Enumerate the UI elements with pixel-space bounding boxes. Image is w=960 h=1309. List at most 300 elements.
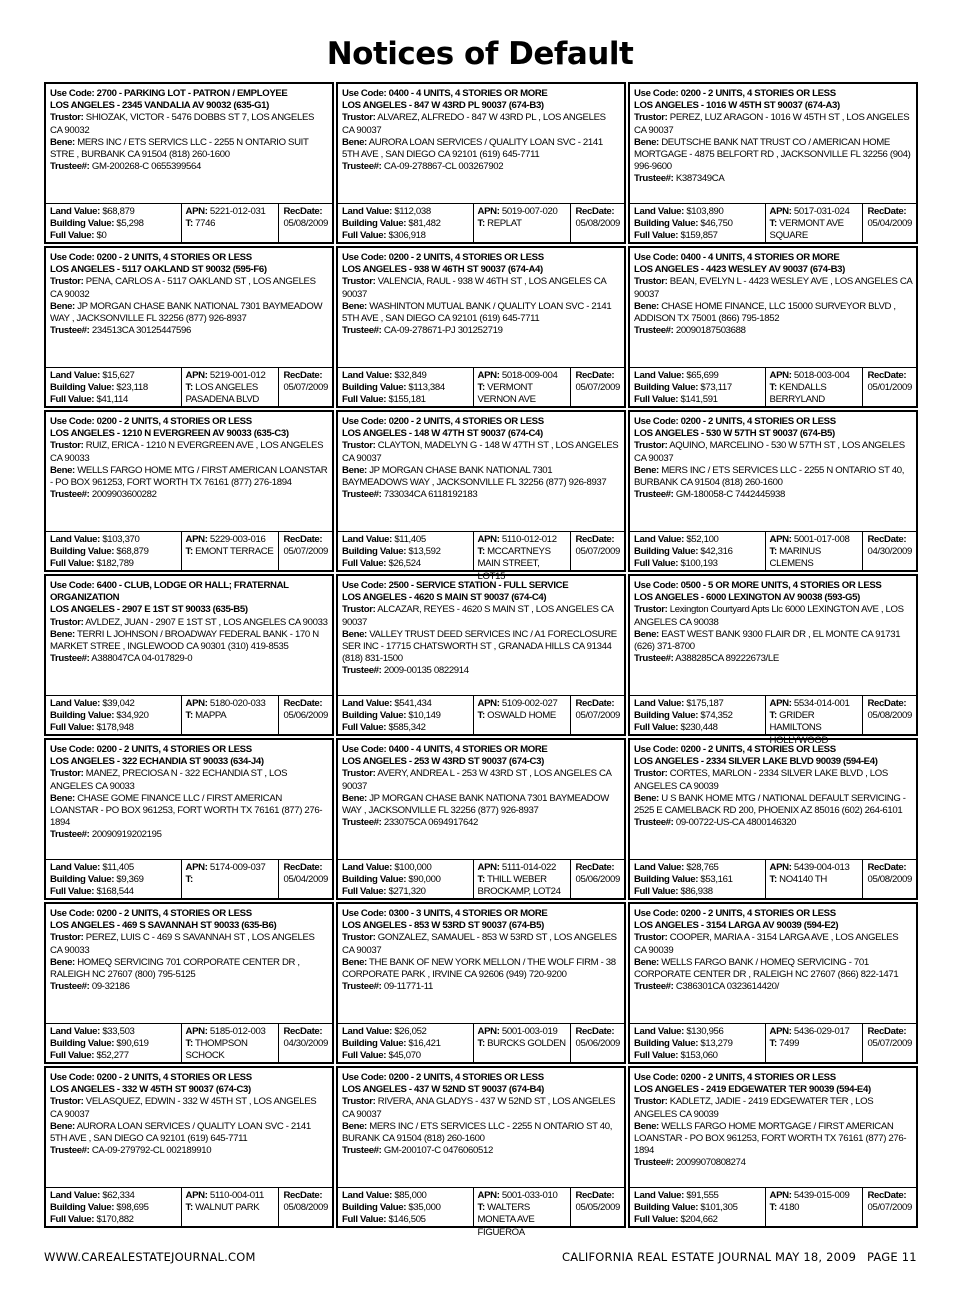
recdate-col	[279, 204, 332, 242]
bene-value: MERS INC / ETS SERVICS LLC - 2255 N ONTARIO SUIT STRE , BURBANK CA 91504 (818) 260-1600	[50, 136, 309, 161]
recdate-label: RecDate:	[867, 370, 907, 381]
tract-value: EMONT TERRACE	[192, 546, 274, 558]
notice-body	[45, 575, 333, 695]
trustor-label: Trustor:	[50, 768, 84, 780]
apn-value: 5109-002-027	[499, 698, 558, 709]
building-value-label: Building Value:	[634, 382, 699, 394]
tract-label: T:	[769, 546, 777, 558]
tract-label: T:	[477, 382, 485, 394]
apn-label: APN:	[769, 1026, 792, 1037]
notice-body	[629, 575, 917, 695]
trustee-label: Trustee#:	[342, 817, 382, 829]
trustor-value: AVERY, ANDREA L - 253 W 43RD ST , LOS ANGELES CA 90037	[342, 768, 612, 792]
building-value-label: Building Value:	[634, 1038, 699, 1050]
trustor-value: KADLETZ, JADIE - 2419 EDGEWATER TER , LOS ANGELES CA 90039	[634, 1096, 874, 1120]
apn-col	[766, 368, 864, 406]
trustor-value: CORTES, MARLON - 2334 SILVER LAKE BLVD , LOS ANGELES CA 90039	[634, 768, 888, 792]
trustee-label: Trustee#:	[634, 489, 674, 501]
bene-line	[50, 301, 328, 325]
apn-label: APN:	[477, 534, 500, 545]
trustor-label: Trustor:	[342, 604, 376, 616]
trustor-label: Trustor:	[50, 932, 84, 944]
trustee-line	[342, 981, 620, 993]
recdate-col	[279, 368, 332, 406]
full-value: $141,591	[678, 394, 718, 406]
building-value: $13,592	[406, 546, 441, 558]
land-value-label: Land Value:	[342, 534, 392, 545]
trustee-label: Trustee#:	[634, 1157, 674, 1169]
notice-card	[44, 902, 334, 1064]
trustee-label: Trustee#:	[634, 173, 674, 185]
full-value: $86,938	[678, 886, 713, 898]
values-row	[629, 203, 917, 243]
bene-label: Bene:	[634, 628, 659, 640]
values-row	[337, 531, 625, 582]
trustee-line	[634, 981, 912, 993]
notice-body	[337, 575, 625, 695]
use-code: Use Code: 2500 - SERVICE STATION - FULL SERVICE	[342, 580, 569, 591]
bene-value: WELLS FARGO BANK / HOMEQ SERVICING - 701 CORPORATE CENTER DR , RALEIGH NC 27607 (866) 822-1471	[634, 956, 899, 981]
full-value: $170,882	[94, 1214, 134, 1226]
apn-col	[182, 860, 280, 898]
recdate-value: 04/30/2009	[283, 1038, 328, 1050]
land-value: $112,038	[392, 206, 431, 217]
page-title: Notices of Default	[326, 36, 634, 72]
trustee-value: 20099070808274	[673, 1157, 746, 1169]
land-value-label: Land Value:	[50, 534, 100, 545]
full-value-label: Full Value:	[634, 886, 679, 898]
notice-body	[337, 1067, 625, 1187]
notice-body	[629, 739, 917, 859]
trustor-line	[342, 112, 620, 136]
trustee-line	[50, 325, 328, 337]
apn-label: APN:	[185, 534, 208, 545]
trustee-label: Trustee#:	[50, 981, 90, 993]
trustee-label: Trustee#:	[50, 489, 90, 501]
land-value: $65,699	[684, 370, 719, 381]
land-value: $11,405	[100, 862, 134, 873]
values-col	[630, 204, 766, 242]
apn-label: APN:	[477, 1190, 500, 1201]
values-col	[46, 368, 182, 406]
notice-card	[628, 902, 918, 1064]
trustee-line	[634, 173, 912, 185]
tract-value: VERMONT VERNON AVE	[477, 382, 536, 406]
trustee-value: 09-00722-US-CA 4800146320	[673, 817, 797, 829]
recdate-label: RecDate:	[867, 862, 907, 873]
notice-body	[45, 903, 333, 1023]
use-code: Use Code: 0200 - 2 UNITS, 4 STORIES OR LESS	[634, 908, 836, 919]
land-value-label: Land Value:	[342, 698, 392, 709]
trustor-value: Lexington Courtyard Apts Llc 6000 LEXINGTON AVE , LOS ANGELES CA 90038	[634, 604, 904, 628]
land-value-label: Land Value:	[634, 698, 684, 709]
building-value: $98,695	[114, 1202, 149, 1214]
recdate-label: RecDate:	[283, 862, 323, 873]
land-value: $62,334	[100, 1190, 135, 1201]
values-row	[337, 859, 625, 899]
apn-col	[766, 860, 864, 898]
full-value: $45,070	[386, 1050, 421, 1062]
values-row	[337, 1023, 625, 1063]
recdate-col	[279, 532, 332, 570]
values-col	[46, 532, 182, 570]
full-value-label: Full Value:	[50, 230, 95, 242]
notice-card	[336, 738, 626, 900]
apn-value: 5439-015-009	[791, 1190, 850, 1201]
trustor-value: BEAN, EVELYN L - 4423 WESLEY AVE , LOS ANGELES CA 90037	[634, 276, 912, 300]
apn-col	[474, 204, 572, 242]
land-value-label: Land Value:	[342, 1026, 392, 1037]
land-value-label: Land Value:	[50, 1190, 100, 1201]
use-code: Use Code: 0200 - 2 UNITS, 4 STORIES OR LESS	[342, 1072, 544, 1083]
building-value-label: Building Value:	[342, 710, 407, 722]
tract-value: BURCKS GOLDEN	[484, 1038, 566, 1050]
recdate-label: RecDate:	[575, 698, 615, 709]
tract-label: T:	[185, 710, 193, 722]
notice-card	[628, 82, 918, 244]
land-value-label: Land Value:	[634, 1190, 684, 1201]
tract-value: MCCARTNEYS MAIN STREET, LOT15	[477, 546, 551, 582]
apn-col	[766, 696, 864, 746]
bene-value: TERRI L JOHNSON / BROADWAY FEDERAL BANK - 170 N MARKET STREE , INGLEWOOD CA 90301 (310) 419-8535	[50, 628, 319, 653]
trustee-label: Trustee#:	[634, 981, 674, 993]
full-value-label: Full Value:	[342, 722, 387, 734]
footer-page-number: PAGE 11	[867, 1250, 917, 1264]
building-value: $73,117	[698, 382, 732, 394]
apn-col	[474, 1188, 572, 1238]
recdate-value: 05/08/2009	[575, 218, 620, 230]
trustee-value: GM-200268-C 0655399564	[89, 161, 201, 173]
tract-label: T:	[185, 218, 193, 230]
notice-body	[629, 411, 917, 531]
apn-label: APN:	[477, 698, 500, 709]
bene-value: WELLS FARGO HOME MORTGAGE / FIRST AMERICAN LOANSTAR - PO BOX 961253, FORT WORTH TX 76161 (877) 276-1894	[634, 1120, 907, 1157]
trustee-value: CA-09-279792-CL 002189910	[89, 1145, 212, 1157]
values-col	[630, 368, 766, 406]
recdate-label: RecDate:	[283, 206, 323, 217]
notice-card	[628, 574, 918, 746]
recdate-value: 05/04/2009	[283, 874, 328, 886]
recdate-col	[863, 696, 916, 734]
footer-date: MAY 18, 2009	[775, 1250, 857, 1264]
apn-col	[766, 204, 864, 242]
tract-value: WALNUT PARK	[192, 1202, 260, 1214]
bene-line	[634, 629, 912, 653]
trustee-label: Trustee#:	[342, 665, 382, 677]
tract-label: T:	[185, 382, 193, 394]
bene-label: Bene:	[50, 792, 75, 804]
full-value: $230,448	[678, 722, 718, 734]
full-value-label: Full Value:	[342, 1214, 387, 1226]
trustee-line	[50, 489, 328, 501]
apn-col	[474, 1024, 572, 1062]
values-row	[45, 203, 333, 243]
trustor-line	[50, 440, 328, 464]
trustor-line	[50, 932, 328, 956]
building-value: $81,482	[406, 218, 441, 230]
recdate-label: RecDate:	[575, 862, 615, 873]
notice-card	[336, 902, 626, 1064]
building-value: $42,316	[698, 546, 733, 558]
apn-value: 5221-012-031	[207, 206, 266, 217]
trustee-line	[50, 981, 328, 993]
use-code: Use Code: 0200 - 2 UNITS, 4 STORIES OR LESS	[50, 908, 252, 919]
apn-value: 5219-001-012	[207, 370, 266, 381]
trustor-label: Trustor:	[50, 1096, 84, 1108]
trustee-value: GM-200107-C 0476060512	[381, 1145, 493, 1157]
tract-value: 7499	[776, 1038, 800, 1050]
recdate-label: RecDate:	[283, 1026, 323, 1037]
recdate-col	[863, 1188, 916, 1226]
full-value: $182,789	[94, 558, 134, 570]
trustor-line	[342, 768, 620, 792]
bene-label: Bene:	[50, 956, 75, 968]
apn-label: APN:	[185, 370, 208, 381]
building-value-label: Building Value:	[342, 546, 407, 558]
property-address: LOS ANGELES - 322 ECHANDIA ST 90033 (634-J4)	[50, 756, 264, 768]
bene-value: WELLS FARGO HOME MTG / FIRST AMERICAN LOANSTAR - PO BOX 961253, FORT WORTH TX 76161 (877) 276-1894	[50, 464, 328, 489]
values-col	[338, 532, 474, 570]
trustor-value: ALCAZAR, REYES - 4620 S MAIN ST , LOS ANGELES CA 90037	[342, 604, 613, 628]
tract-label: T:	[477, 874, 485, 886]
recdate-label: RecDate:	[283, 1190, 323, 1201]
apn-col	[766, 1024, 864, 1062]
full-value: $0	[94, 230, 107, 242]
trustor-line	[634, 932, 912, 956]
bene-value: AURORA LOAN SERVICES / QUALITY LOAN SVC - 2141 5TH AVE , SAN DIEGO CA 92101 (619) 645-7711	[50, 1120, 311, 1145]
land-value: $175,187	[684, 698, 724, 709]
tract-label: T:	[477, 710, 485, 722]
trustor-value: VALENCIA, RAUL - 938 W 46TH ST , LOS ANGELES CA 90037	[342, 276, 606, 300]
full-value-label: Full Value:	[634, 394, 679, 406]
notice-card	[44, 246, 334, 408]
apn-col	[182, 696, 280, 734]
apn-value: 5439-004-013	[791, 862, 850, 873]
notice-body	[337, 83, 625, 203]
notice-card	[44, 574, 334, 736]
recdate-label: RecDate:	[867, 206, 907, 217]
values-row	[629, 695, 917, 746]
full-value-label: Full Value:	[634, 1050, 679, 1062]
values-col	[46, 1188, 182, 1226]
full-value: $585,342	[386, 722, 426, 734]
recdate-col	[279, 696, 332, 734]
trustee-value: A388047CA 04-017829-0	[89, 653, 193, 665]
trustor-value: SHIOZAK, VICTOR - 5476 DOBBS ST 7, LOS ANGELES CA 90032	[50, 112, 315, 136]
trustee-value: CA-09-278671-PJ 301252719	[381, 325, 503, 337]
building-value: $74,352	[698, 710, 733, 722]
values-col	[630, 532, 766, 570]
tract-value: THOMPSON SCHOCK	[185, 1038, 248, 1062]
bene-label: Bene:	[50, 628, 75, 640]
apn-label: APN:	[185, 698, 208, 709]
full-value-label: Full Value:	[50, 394, 95, 406]
recdate-label: RecDate:	[867, 534, 907, 545]
full-value-label: Full Value:	[50, 886, 95, 898]
property-address: LOS ANGELES - 2907 E 1ST ST 90033 (635-B5)	[50, 604, 248, 616]
trustor-value: VELASQUEZ, EDWIN - 332 W 45TH ST , LOS ANGELES CA 90037	[50, 1096, 317, 1120]
bene-value: MERS INC / ETS SERVICES LLC - 2255 N ONTARIO ST 40, BURBANK CA 91504 (818) 260-1600	[634, 464, 905, 489]
notice-body	[45, 1067, 333, 1187]
building-value: $16,421	[406, 1038, 441, 1050]
land-value: $11,405	[392, 534, 426, 545]
apn-col	[182, 1024, 280, 1062]
recdate-value: 05/07/2009	[867, 1038, 912, 1050]
apn-col	[474, 368, 572, 406]
use-code: Use Code: 0200 - 2 UNITS, 4 STORIES OR LESS	[634, 744, 836, 755]
full-value-label: Full Value:	[50, 1050, 95, 1062]
building-value-label: Building Value:	[342, 382, 407, 394]
trustor-label: Trustor:	[634, 768, 668, 780]
land-value: $91,555	[684, 1190, 719, 1201]
property-address: LOS ANGELES - 4423 WESLEY AV 90037 (674-B3)	[634, 264, 846, 276]
property-address: LOS ANGELES - 2345 VANDALIA AV 90032 (635-G1)	[50, 100, 270, 112]
values-col	[630, 1024, 766, 1062]
property-address: LOS ANGELES - 1210 N EVERGREEN AV 90033 (635-C3)	[50, 428, 289, 440]
trustor-label: Trustor:	[634, 932, 668, 944]
building-value: $101,305	[698, 1202, 738, 1214]
apn-label: APN:	[185, 1190, 208, 1201]
bene-value: CHASE GOME FINANCE LLC / FIRST AMERICAN LOANSTAR - PO BOX 961253, FORT WORTH TX 76161 (877) 276-1894	[50, 792, 323, 829]
trustor-label: Trustor:	[342, 440, 376, 452]
full-value: $100,193	[678, 558, 718, 570]
use-code: Use Code: 0400 - 4 UNITS, 4 STORIES OR MORE	[342, 88, 548, 99]
property-address: LOS ANGELES - 938 W 46TH ST 90037 (674-A4)	[342, 264, 543, 276]
use-code: Use Code: 0200 - 2 UNITS, 4 STORIES OR LESS	[634, 1072, 836, 1083]
full-value-label: Full Value:	[342, 394, 387, 406]
trustee-line	[50, 161, 328, 173]
recdate-col	[279, 1188, 332, 1226]
full-value: $306,918	[386, 230, 426, 242]
trustee-label: Trustee#:	[342, 325, 382, 337]
trustor-label: Trustor:	[342, 276, 376, 288]
building-value: $35,000	[406, 1202, 441, 1214]
bene-line	[342, 301, 620, 325]
bene-label: Bene:	[50, 136, 75, 148]
recdate-label: RecDate:	[283, 698, 323, 709]
full-value-label: Full Value:	[342, 1050, 387, 1062]
trustee-line	[342, 665, 620, 677]
trustor-label: Trustor:	[50, 276, 84, 288]
apn-label: APN:	[769, 862, 792, 873]
bene-line	[50, 137, 328, 161]
tract-value: NO4140 TH	[776, 874, 827, 886]
bene-value: CHASE HOME FINANCE, LLC 15000 SURVEYOR BLVD , ADDISON TX 75001 (866) 795-1852	[634, 300, 896, 325]
trustee-value: 20090187503688	[673, 325, 746, 337]
trustee-line	[342, 817, 620, 829]
trustor-label: Trustor:	[342, 1096, 376, 1108]
recdate-col	[571, 204, 624, 242]
land-value: $39,042	[100, 698, 135, 709]
tract-value: 4180	[776, 1202, 800, 1214]
values-col	[338, 696, 474, 734]
trustee-line	[342, 1145, 620, 1157]
values-col	[630, 1188, 766, 1226]
tract-label: T:	[185, 1202, 193, 1214]
building-value-label: Building Value:	[50, 710, 115, 722]
values-col	[46, 696, 182, 734]
full-value-label: Full Value:	[634, 1214, 679, 1226]
values-row	[629, 531, 917, 571]
trustor-line	[342, 276, 620, 300]
property-address: LOS ANGELES - 332 W 45TH ST 90037 (674-C3)	[50, 1084, 251, 1096]
values-row	[337, 1187, 625, 1238]
land-value-label: Land Value:	[50, 206, 100, 217]
trustee-line	[634, 1157, 912, 1169]
apn-label: APN:	[769, 534, 792, 545]
values-col	[46, 860, 182, 898]
notice-card	[44, 1066, 334, 1228]
trustor-label: Trustor:	[50, 112, 84, 124]
building-value-label: Building Value:	[50, 1038, 115, 1050]
tract-label: T:	[769, 874, 777, 886]
tract-value: 7746	[192, 218, 216, 230]
building-value-label: Building Value:	[634, 710, 699, 722]
bene-value: JP MORGAN CHASE BANK NATIONA 7301 BAYMEADOW WAY , JACKSONVILLE FL 32256 (877) 926-8937	[342, 792, 610, 817]
trustor-line	[342, 1096, 620, 1120]
property-address: LOS ANGELES - 853 W 53RD ST 90037 (674-B5)	[342, 920, 544, 932]
use-code: Use Code: 0200 - 2 UNITS, 4 STORIES OR LESS	[634, 416, 836, 427]
apn-value: 5017-031-024	[791, 206, 850, 217]
trustee-label: Trustee#:	[342, 489, 382, 501]
land-value: $33,503	[100, 1026, 135, 1037]
bene-value: THE BANK OF NEW YORK MELLON / THE WOLF FIRM - 38 CORPORATE PARK , IRVINE CA 92606 (949) 720-9200	[342, 956, 616, 981]
tract-value: KENDALLS BERRYLAND	[769, 382, 827, 406]
trustee-line	[634, 653, 912, 665]
property-address: LOS ANGELES - 469 S SAVANNAH ST 90033 (635-B6)	[50, 920, 277, 932]
full-value-label: Full Value:	[50, 1214, 95, 1226]
full-value-label: Full Value:	[342, 230, 387, 242]
bene-value: AURORA LOAN SERVICES / QUALITY LOAN SVC - 2141 5TH AVE , SAN DIEGO CA 92101 (619) 645-7711	[342, 136, 603, 161]
tract-value: WALTERS MONETA AVE FIGUEROA	[477, 1202, 535, 1238]
bene-line	[50, 1121, 328, 1145]
land-value-label: Land Value:	[634, 206, 684, 217]
trustee-label: Trustee#:	[342, 161, 382, 173]
tract-value: GRIDER HAMILTONS HOLLYWOOD	[769, 710, 829, 746]
use-code: Use Code: 0200 - 2 UNITS, 4 STORIES OR LESS	[50, 252, 252, 263]
footer-publication: CALIFORNIA REAL ESTATE JOURNAL	[562, 1250, 772, 1264]
bene-value: WASHINTON MUTUAL BANK / QUALITY LOAN SVC - 2141 5TH AVE , SAN DIEGO CA 92101 (619) 645-7711	[342, 300, 612, 325]
land-value: $28,765	[684, 862, 719, 873]
use-code: Use Code: 0200 - 2 UNITS, 4 STORIES OR LESS	[342, 416, 544, 427]
building-value: $9,369	[114, 874, 144, 886]
tract-label: T:	[769, 218, 777, 230]
values-row	[337, 203, 625, 243]
land-value-label: Land Value:	[50, 698, 100, 709]
apn-value: 5534-014-001	[791, 698, 850, 709]
full-value: $26,524	[386, 558, 421, 570]
notice-card	[336, 574, 626, 736]
bene-label: Bene:	[634, 300, 659, 312]
trustee-label: Trustee#:	[50, 653, 90, 665]
building-value: $46,750	[698, 218, 733, 230]
values-col	[630, 860, 766, 898]
trustor-value: ALVAREZ, ALFREDO - 847 W 43RD PL , LOS ANGELES CA 90037	[342, 112, 606, 136]
land-value: $541,434	[392, 698, 432, 709]
bene-line	[50, 629, 328, 653]
notice-body	[629, 83, 917, 203]
building-value: $34,920	[114, 710, 149, 722]
tract-label: T:	[477, 1202, 485, 1214]
apn-col	[474, 532, 572, 582]
tract-label: T:	[769, 1038, 777, 1050]
bene-label: Bene:	[342, 300, 367, 312]
full-value: $271,320	[386, 886, 426, 898]
bene-line	[50, 793, 328, 830]
use-code: Use Code: 0200 - 2 UNITS, 4 STORIES OR LESS	[50, 1072, 252, 1083]
footer-website[interactable]: WWW.CAREALESTATEJOURNAL.COM	[44, 1250, 256, 1264]
full-value: $178,948	[94, 722, 134, 734]
